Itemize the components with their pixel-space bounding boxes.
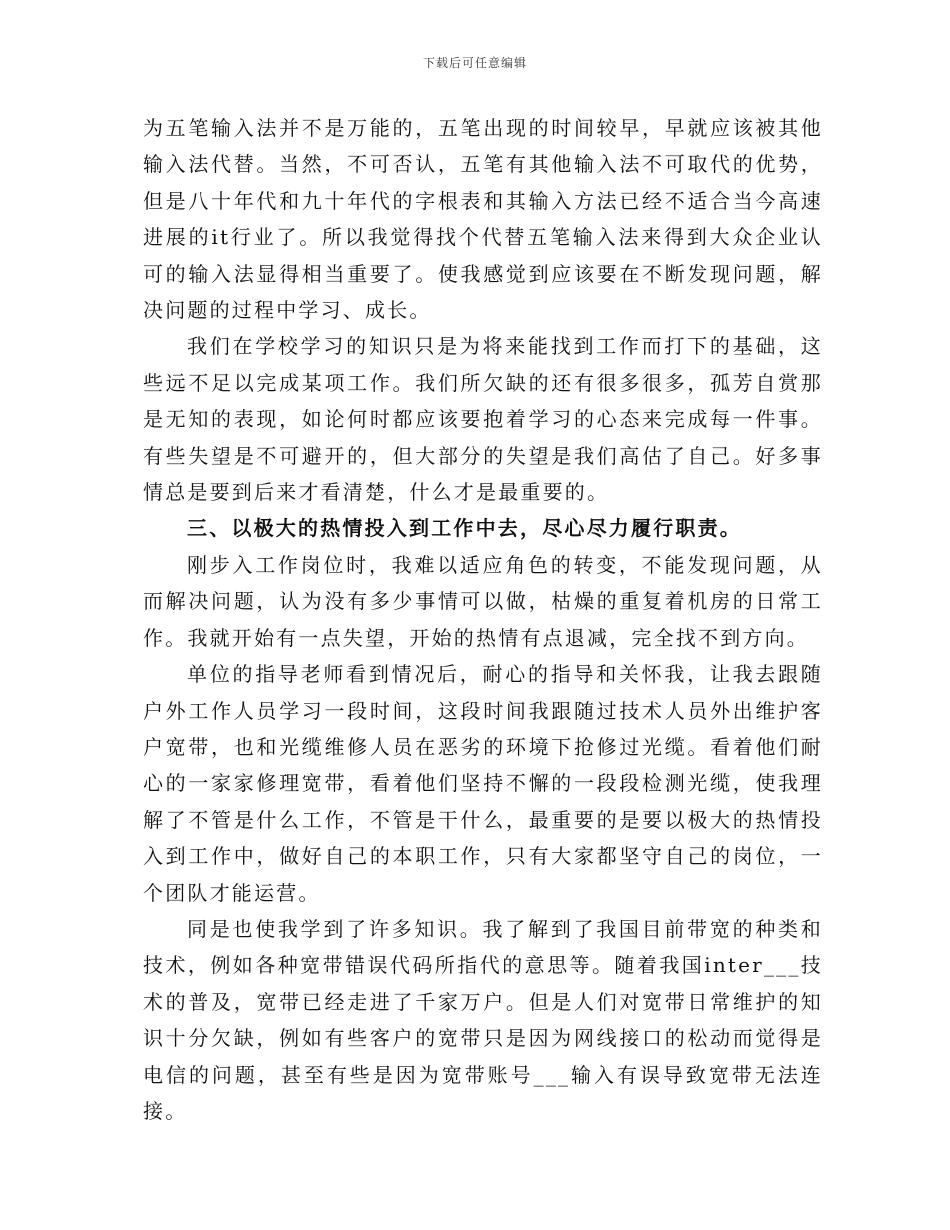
page-header: 下载后可任意编辑 [422,56,527,70]
section-heading-3: 三、以极大的热情投入到工作中去，尽心尽力履行职责。 [187,516,742,541]
paragraph-mentor: 单位的指导老师看到情况后，耐心的指导和关怀我，让我去跟随户外工作人员学习一段时间，这段时间我跟随过技术人员外出维护客户宽带，也和光缆维修人员在恶劣的环境下抢修过光缆。看着他们耐心的一家家修理宽带，看着他们坚持不懈的一段段检测光缆，使我理解了不管是什么工作，不管是干什么，最重要的是要以极大的热情投入到工作中，做好自己的本职工作，只有大家都坚守自己的岗位，一个团队才能运营。 [143,662,823,905]
paragraph-continuation: 为五笔输入法并不是万能的，五笔出现的时间较早，早就应该被其他输入法代替。当然，不可否认，五笔有其他输入法不可取代的优势，但是八十年代和九十年代的字根表和其输入方法已经不适合当今高速进展的it行业了。所以我觉得找个代替五笔输入法来得到大众企业认可的输入法显得相当重要了。使我感觉到应该要在不断发现问题，解决问题的过程中学习、成长。 [143,116,823,323]
paragraph-learning: 我们在学校学习的知识只是为将来能找到工作而打下的基础，这些远不足以完成某项工作。我们所欠缺的还有很多很多，孤芳自赏那是无知的表现，如论何时都应该要抱着学习的心态来完成每一件事。有些失望是不可避开的，但大部分的失望是我们高估了自己。好多事情总是要到后来才看清楚，什么才是最重要的。 [143,334,823,505]
document-body [143,110,823,1129]
paragraph-starting-work: 刚步入工作岗位时，我难以适应角色的转变，不能发现问题，从而解决问题，认为没有多少事情可以做，枯燥的重复着机房的日常工作。我就开始有一点失望，开始的热情有点退减，完全找不到方向。 [143,552,823,650]
paragraph-knowledge: 同是也使我学到了许多知识。我了解到了我国目前带宽的种类和技术，例如各种宽带错误代码所指代的意思等。随着我国inter___技术的普及，宽带已经走进了千家万户。但是人们对宽带日常维护的知识十分欠缺，例如有些客户的宽带只是因为网线接口的松动而觉得是电信的问题，甚至有些是因为宽带账号___输入有误导致宽带无法连接。 [143,916,823,1123]
